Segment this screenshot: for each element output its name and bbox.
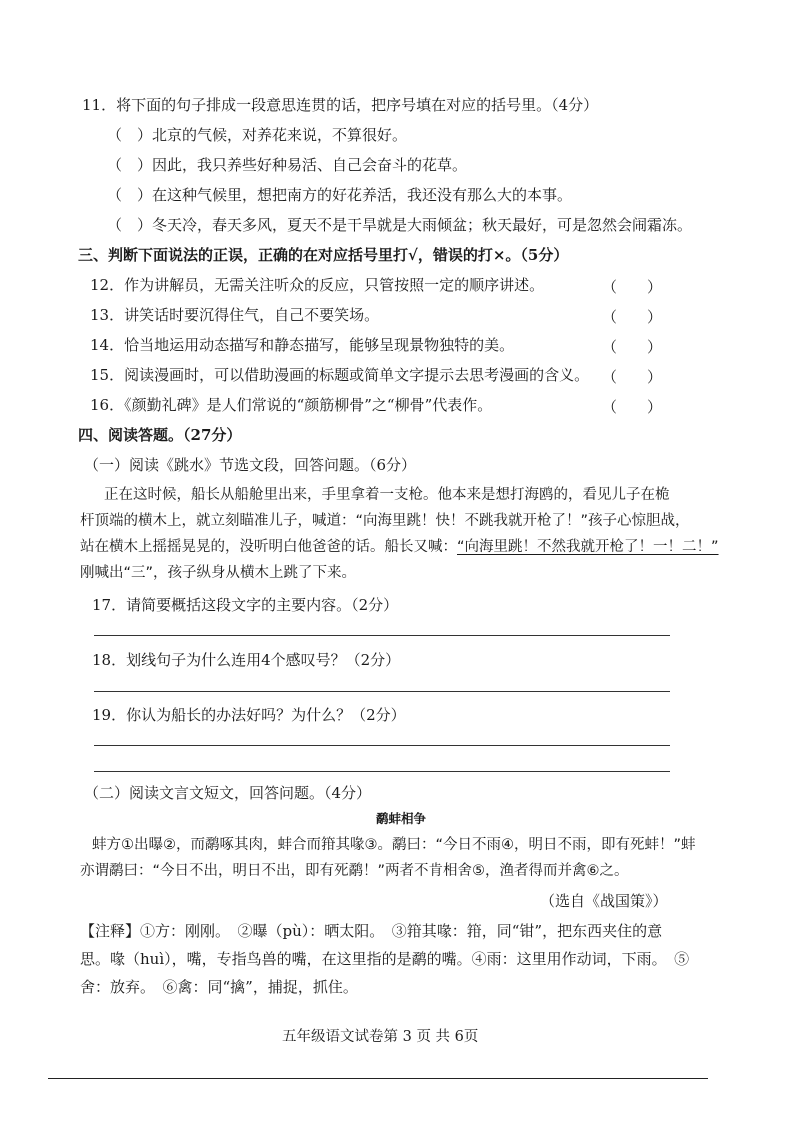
judge-item-15: 15．阅读漫画时，可以借助漫画的标题或简单文字提示去思考漫画的含义。 — [90, 366, 590, 384]
judge-item-12: 12．作为讲解员，无需关注听众的反应，只管按照一定的顺序讲述。 — [90, 276, 545, 294]
answer-paren-13[interactable]: （ ） — [602, 308, 663, 326]
passage2-line-2: 亦谓鹬曰：“今日不出，明日不出，即有死鹬！”两者不肯相舍⑤，渔者得而并禽⑥之。 — [80, 863, 629, 879]
classical-text-title: 鹬蚌相争 — [376, 811, 427, 826]
judge-item-13: 13．讲笑话时要沉得住气，自己不要笑场。 — [90, 306, 380, 324]
passage1-line-3 — [80, 538, 719, 556]
judge-item-14: 14．恰当地运用动态描写和静态描写，能够呈现景物独特的美。 — [90, 336, 515, 354]
page-footer: 五年级语文试卷第 3 页 共 6页 — [282, 1029, 479, 1045]
section4-heading: 四、阅读答题。（27分） — [78, 426, 242, 444]
part1-heading: （一）阅读《跳水》节选文段，回答问题。（6分） — [84, 456, 417, 474]
part2-heading: （二）阅读文言文短文，回答问题。（4分） — [84, 784, 372, 802]
section3-heading: 三、判断下面说法的正误，正确的在对应括号里打√，错误的打×。（5分） — [78, 246, 569, 264]
answer-line-17[interactable] — [94, 635, 670, 636]
q11-item-2: （ ）因此，我只养些好种易活、自己会奋斗的花草。 — [107, 156, 468, 174]
judge-item-16: 16．《颜勤礼碑》是人们常说的“颜筋柳骨”之“柳骨”代表作。 — [90, 396, 493, 414]
notes-line-1: 【注释】①方：刚刚。 ②曝（pù）：晒太阳。 ③箝其喙：箝，同“钳”，把东西夹住的意 — [80, 922, 663, 940]
passage1-line-4: 刚喊出“三”，孩子纵身从横木上跳了下来。 — [80, 565, 357, 581]
passage2-line-1: 蚌方①出曝②，而鹬啄其肉，蚌合而箝其喙③。鹬曰：“今日不雨④，明日不雨，即有死蚌！”蚌 — [92, 837, 696, 853]
question-18: 18．划线句子为什么连用4个感叹号？（2分） — [92, 651, 401, 669]
question-19: 19．你认为船长的办法好吗？为什么？（2分） — [92, 706, 406, 724]
q11-item-4: （ ）冬天冷，春天多风，夏天不是干旱就是大雨倾盆；秋天最好，可是忽然会闹霜冻。 — [107, 216, 693, 234]
notes-line-2: 思。喙（huì），嘴，专指鸟兽的嘴，在这里指的是鹬的嘴。④雨：这里用作动词，下雨。 ⑤ — [80, 950, 690, 968]
question-17: 17．请简要概括这段文字的主要内容。（2分） — [92, 596, 399, 614]
passage1-line-1: 正在这时候，船长从船舱里出来，手里拿着一支枪。他本来是想打海鸥的，看见儿子在桅 — [104, 487, 670, 503]
bottom-border — [48, 1078, 708, 1079]
answer-paren-14[interactable]: （ ） — [602, 338, 663, 356]
q11-item-1: （ ）北京的气候，对养花来说，不算很好。 — [107, 126, 408, 144]
underlined-sentence: “向海里跳！不然我就开枪了！一！二！” — [457, 539, 719, 555]
q11-stem: 11．将下面的句子排成一段意思连贯的话，把序号填在对应的括号里。（4分） — [82, 96, 599, 114]
q11-item-3: （ ）在这种气候里，想把南方的好花养活，我还没有那么大的本事。 — [107, 186, 573, 204]
answer-paren-15[interactable]: （ ） — [602, 368, 663, 386]
source-citation: （选自《战国策》） — [540, 892, 668, 910]
answer-line-19a[interactable] — [94, 745, 670, 746]
answer-line-19b[interactable] — [94, 771, 670, 772]
passage1-line-3-text: 站在横木上摇摇晃晃的，没听明白他爸爸的话。船长又喊： — [80, 539, 457, 555]
answer-paren-16[interactable]: （ ） — [602, 398, 663, 416]
notes-line-3: 舍：放弃。 ⑥禽：同“擒”，捕捉，抓住。 — [80, 978, 358, 996]
passage1-line-2: 杆顶端的横木上，就立刻瞄准儿子，喊道：“向海里跳！快！不跳我就开枪了！”孩子心惊胆战， — [80, 513, 690, 529]
answer-paren-12[interactable]: （ ） — [602, 278, 663, 296]
answer-line-18[interactable] — [94, 691, 670, 692]
